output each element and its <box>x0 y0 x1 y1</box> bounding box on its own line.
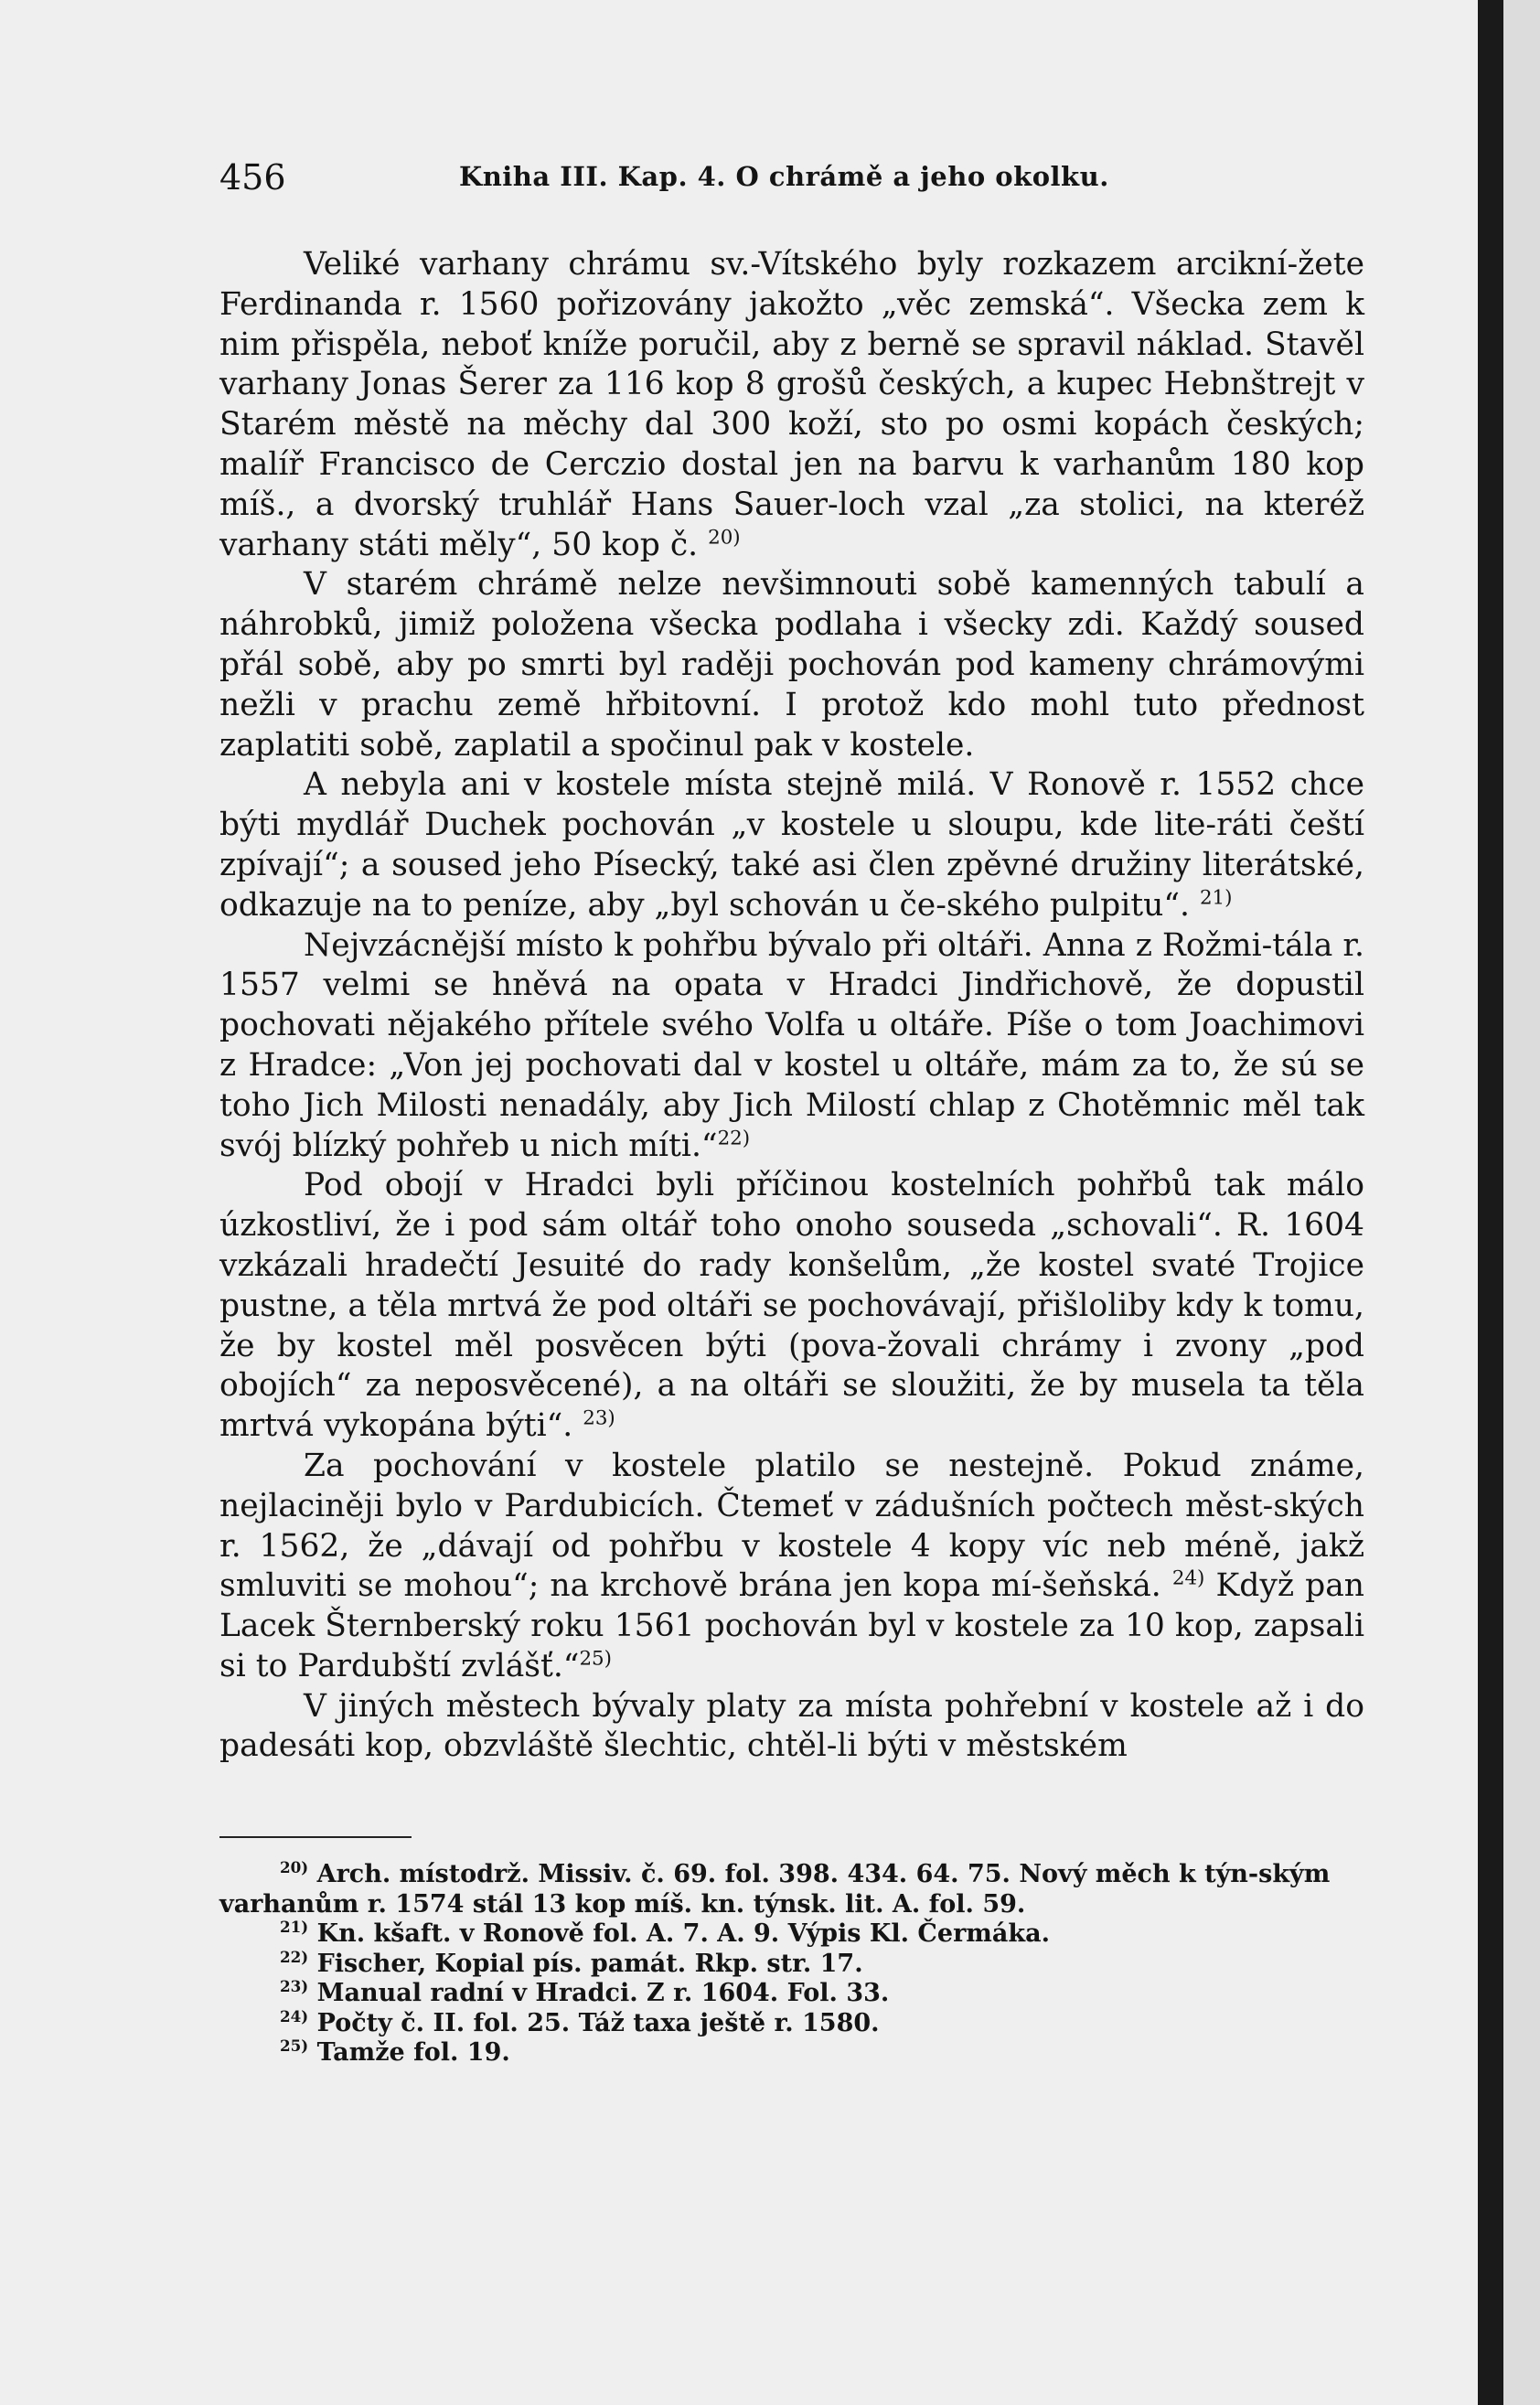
footnote-mark: 22) <box>280 1947 309 1966</box>
body-text <box>219 245 1364 1767</box>
footnote-ref: 23) <box>583 1406 615 1430</box>
footnote: $^{25)}$ Tamže fol. 19. <box>280 2036 510 2067</box>
scan-edge-margin <box>1503 0 1540 2405</box>
scan-edge-shadow <box>1478 0 1503 2405</box>
paragraph: Veliké varhany chrámu sv.-Vítského byly rozkazem arcikní-žete Ferdinanda r. 1560 pořizovány jakožto „věc zemská“. Všecka zem k nim přispěla, neboť kníže poručil, aby z berně se spravil náklad. Stavěl varhany Jonas Šerer za 116 kop 8 grošů českých, a kupec Hebnštrejt v Starém městě na měchy dal 300 koží, sto po osmi kopách českých; malíř Francisco de Cerczio dostal jen na barvu k varhanům 180 kop míš., a dvorský truhlář Hans Sauer-loch vzal „za stolici, na kteréž varhany státi měly“, 50 kop č. $^{20)}$ <box>219 246 1364 563</box>
paragraph: Nejvzácnější místo k pohřbu bývalo při oltáři. Anna z Rožmi-tála r. 1557 velmi se hněvá na opata v Hradci Jindřichově, že dopustil pochovati nějakého přítele svého Volfa u oltáře. Píše o tom Joachimovi z Hradce: „Von jej pochovati dal v kostel u oltáře, mám za to, že sú se toho Jich Milosti nenadály, aby Jich Milostí chlap z Chotěmnic měl tak svój blízký pohřeb u nich míti.“$^{22)}$ <box>219 926 1364 1164</box>
footnote-ref: 20) <box>708 526 741 550</box>
page-header <box>219 157 1344 203</box>
paragraph: Za pochování v kostele platilo se nestejně. Pokud známe, nejlaciněji bylo v Pardubicích. Čtemeť v zádušních počtech měst-ských r. 1562, že „dávají od pohřbu v kostele 4 kopy víc neb méně, jakž smluviti se mohou“; na krchově brána jen kopa mí-šeňská. $^{24)}$ Když pan Lacek Šternberský roku 1561 pochován byl v kostele za 10 kop, zapsali si to Pardubští zvlášť.“$^{25)}$ <box>219 1447 1364 1684</box>
footnote-ref: 22) <box>717 1127 751 1150</box>
footnote-ref: 24) <box>1171 1566 1205 1590</box>
page-number: 456 <box>219 157 286 198</box>
footnote: $^{23)}$ Manual radní v Hradci. Z r. 1604. Fol. 33. <box>280 1977 890 2007</box>
footnote: $^{22)}$ Fischer, Kopial pís. památ. Rkp. str. 17. <box>280 1947 863 1978</box>
paragraph: V starém chrámě nelze nevšimnouti sobě kamenných tabulí a náhrobků, jimiž položena všecka podlaha i všecky zdi. Každý soused přál sobě, aby po smrti byl raději pochován pod kameny chrámovými nežli v prachu země hřbitovní. I protož kdo mohl tuto přednost zaplatiti sobě, zaplatil a spočinul pak v kostele. <box>219 566 1364 764</box>
footnote-mark: 23) <box>280 1977 309 1995</box>
footnote-divider <box>219 1836 412 1838</box>
footnote: $^{24)}$ Počty č. II. fol. 25. Táž taxa ještě r. 1580. <box>280 2006 880 2037</box>
paragraph: V jiných městech bývaly platy za místa pohřební v kostele až i do padesáti kop, obzvláště šlechtic, chtěl-li býti v městském <box>219 1687 1364 1765</box>
footnotes <box>219 1860 1364 2068</box>
footnote-mark: 25) <box>280 2036 309 2055</box>
footnote-mark: 20) <box>280 1858 309 1876</box>
footnote: $^{21)}$ Kn. kšaft. v Ronově fol. A. 7. A. 9. Výpis Kl. Čermáka. <box>280 1918 1050 1948</box>
footnote-ref: 25) <box>579 1647 612 1671</box>
footnote: $^{20)}$ Arch. místodrž. Missiv. č. 69. fol. 398. 434. 64. 75. Nový měch k týn-ským varhanům r. 1574 stál 13 kop míš. kn. týnsk. lit. A. fol. 59. <box>219 1858 1331 1919</box>
paragraph: A nebyla ani v kostele místa stejně milá. V Ronově r. 1552 chce býti mydlář Duchek pochován „v kostele u sloupu, kde lite-ráti čeští zpívají“; a soused jeho Písecký, také asi člen zpěvné družiny literátské, odkazuje na to peníze, aby „byl schován u če-ského pulpitu“. $^{21)}$ <box>219 766 1364 924</box>
paragraph: Pod obojí v Hradci byli příčinou kostelních pohřbů tak málo úzkostliví, že i pod sám oltář toho onoho souseda „schovali“. R. 1604 vzkázali hradečtí Jesuité do rady konšelům, „že kostel svaté Trojice pustne, a těla mrtvá že pod oltáři se pochovávají, přišloliby kdy k tomu, že by kostel měl posvěcen býti (pova-žovali chrámy i zvony „pod obojích“ za neposvěcené), a na oltáři se sloužiti, že by musela ta těla mrtvá vykopána býti“. $^{23)}$ <box>219 1167 1364 1445</box>
footnote-mark: 21) <box>280 1918 309 1936</box>
footnote-ref: 21) <box>1199 886 1233 910</box>
footnote-mark: 24) <box>280 2006 309 2026</box>
running-head: Kniha III. Kap. 4. O chrámě a jeho okolku. <box>459 161 1109 192</box>
